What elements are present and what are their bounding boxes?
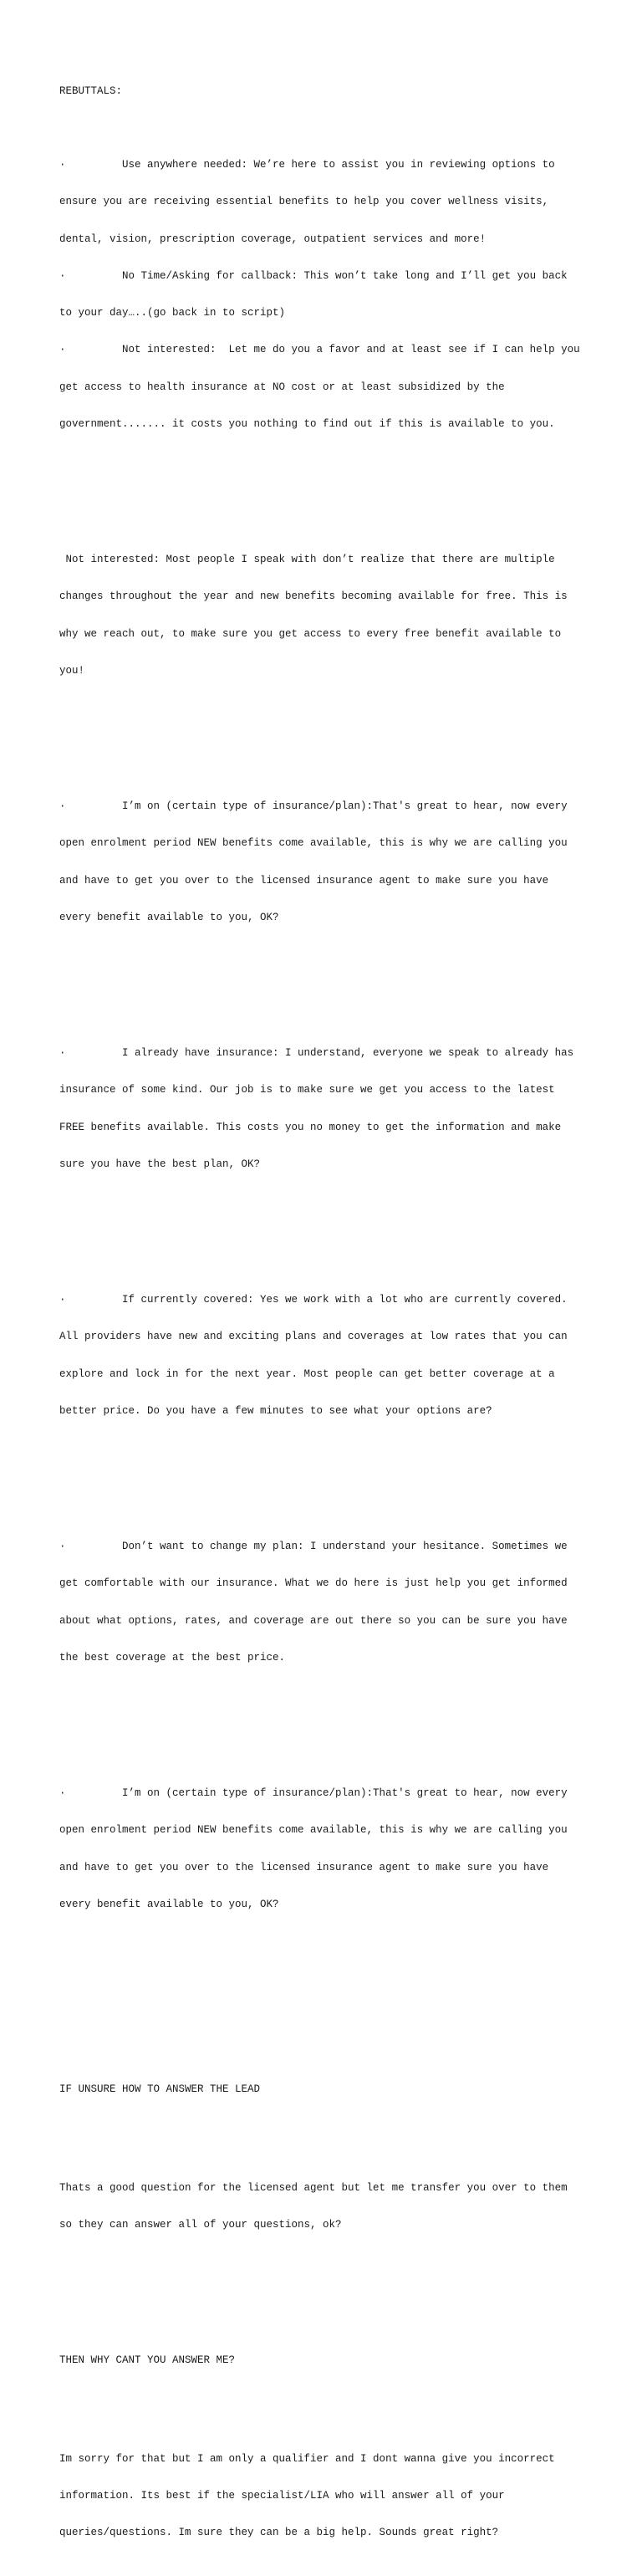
text-line: explore and lock in for the next year. Most people can get better coverage at a: [59, 1367, 555, 1380]
text-line: why we reach out, to make sure you get access to every free benefit available to: [59, 627, 562, 640]
text-line: you!: [59, 664, 85, 677]
document-page: [59, 60, 594, 2576]
text-line: ensure you are receiving essential benefits to help you cover wellness visits,: [59, 196, 549, 208]
text-line: Im sorry for that but I am only a qualifier and I dont wanna give you incorrect: [59, 2452, 555, 2465]
text-line: · Not interested: Let me do you a favor and at least see if I can help you: [59, 344, 580, 356]
text-line: · I’m on (certain type of insurance/plan):That's great to hear, now every: [59, 800, 568, 812]
text-line: better price. Do you have a few minutes to see what your options are?: [59, 1404, 492, 1417]
rebuttals-heading: REBUTTALS:: [59, 84, 123, 97]
why-section-heading: THEN WHY CANT YOU ANSWER ME?: [59, 2354, 236, 2366]
on-plan-paragraph-2: [59, 1763, 594, 1936]
text-line: insurance of some kind. Our job is to make sure we get you access to the latest: [59, 1084, 555, 1096]
text-line: FREE benefits available. This costs you no money to get the information and make: [59, 1121, 562, 1133]
text-line: information. Its best if the specialist/LIA who will answer all of your: [59, 2490, 505, 2502]
not-interested-paragraph: [59, 529, 594, 703]
text-line: so they can answer all of your questions, ok?: [59, 2219, 342, 2231]
text-line: sure you have the best plan, OK?: [59, 1158, 261, 1170]
text-line: queries/questions. Im sure they can be a big help. Sounds great right?: [59, 2527, 499, 2539]
text-line: Not interested: Most people I speak with don’t realize that there are multiple: [59, 554, 555, 565]
text-line: · No Time/Asking for callback: This won’t take long and I’ll get you back: [59, 269, 568, 282]
text-line: Thats a good question for the licensed agent but let me transfer you over to them: [59, 2181, 568, 2194]
text-line: and have to get you over to the licensed insurance agent to make sure you have: [59, 1861, 549, 1873]
text-line: · Use anywhere needed: We’re here to assist you in reviewing options to: [59, 159, 555, 171]
rebuttals-intro-block: [59, 135, 594, 456]
text-line: to your day…..(go back in to script): [59, 307, 286, 319]
dont-change-plan-paragraph: [59, 1516, 594, 1689]
text-line: · I’m on (certain type of insurance/plan):That's great to hear, now every: [59, 1787, 568, 1799]
already-have-insurance-paragraph: [59, 1023, 594, 1196]
text-line: every benefit available to you, OK?: [59, 911, 279, 923]
unsure-answer-paragraph: [59, 2157, 594, 2256]
text-line: All providers have new and exciting plans and coverages at low rates that you can: [59, 1331, 568, 1343]
text-line: get access to health insurance at NO cost or at least subsidized by the: [59, 381, 505, 393]
text-line: · Don’t want to change my plan: I understand your hesitance. Sometimes we: [59, 1541, 568, 1552]
text-line: open enrolment period NEW benefits come available, this is why we are calling you: [59, 1824, 568, 1837]
text-line: · I already have insurance: I understand, everyone we speak to already has: [59, 1047, 574, 1059]
text-line: · If currently covered: Yes we work with a lot who are currently covered.: [59, 1294, 568, 1306]
text-line: changes throughout the year and new benefits becoming available for free. This is: [59, 590, 568, 603]
text-line: about what options, rates, and coverage are out there so you can be sure you have: [59, 1614, 568, 1627]
text-line: open enrolment period NEW benefits come available, this is why we are calling you: [59, 837, 568, 850]
text-line: government....... it costs you nothing to find out if this is available to you.: [59, 417, 555, 430]
text-line: dental, vision, prescription coverage, outpatient services and more!: [59, 233, 487, 245]
why-answer-paragraph: [59, 2428, 594, 2563]
text-line: every benefit available to you, OK?: [59, 1898, 279, 1910]
currently-covered-paragraph: [59, 1270, 594, 1443]
text-line: and have to get you over to the licensed insurance agent to make sure you have: [59, 874, 549, 887]
text-line: the best coverage at the best price.: [59, 1651, 286, 1664]
unsure-section-heading: IF UNSURE HOW TO ANSWER THE LEAD: [59, 2083, 261, 2095]
on-plan-paragraph-1: [59, 776, 594, 949]
text-line: get comfortable with our insurance. What we do here is just help you get informed: [59, 1577, 568, 1590]
